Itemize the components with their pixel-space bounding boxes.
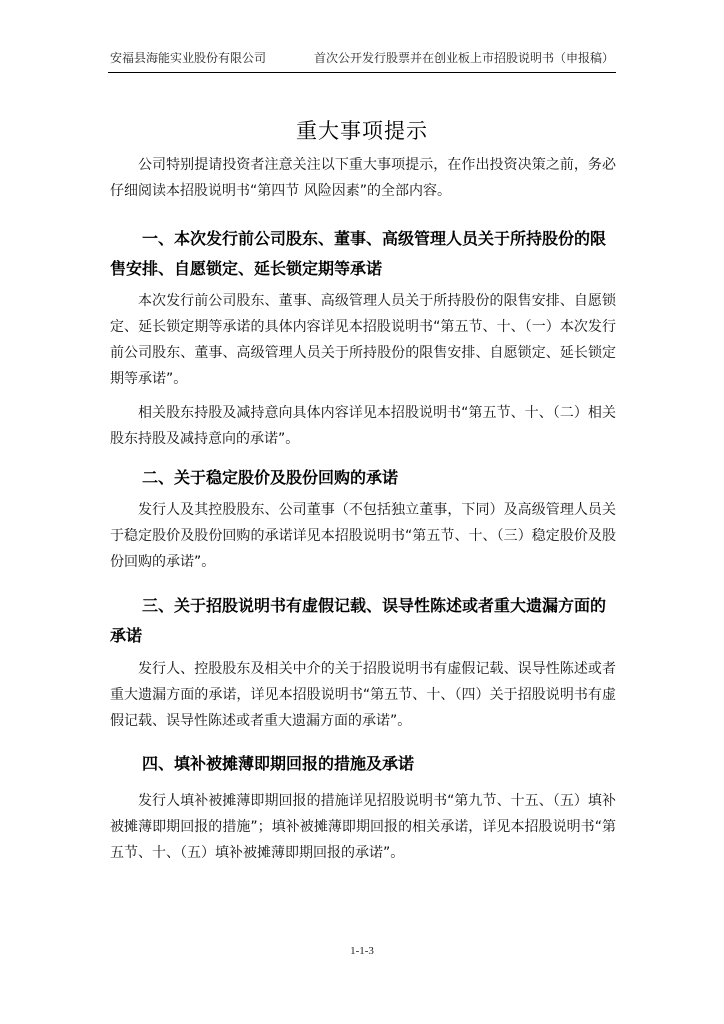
section-1-heading: 一、本次发行前公司股东、董事、高级管理人员关于所持股份的限售安排、自愿锁定、延长锁定期等承诺 — [110, 229, 607, 278]
section-4-paragraph-1: 发行人填补被摊薄即期回报的措施详见招股说明书“第九节、十五、（五）填补被摊薄即期回报的措施”；填补被摊薄即期回报的相关承诺，详见本招股说明书“第五节、十、（五）填补被摊薄即期回报的承诺”。 — [110, 793, 616, 861]
section-4-heading: 四、填补被摊薄即期回报的措施及承诺 — [142, 754, 415, 773]
section-1-paragraph-2: 相关股东持股及减持意向具体内容详见本招股说明书“第五节、十、（二）相关股东持股及减持意向的承诺”。 — [110, 405, 616, 447]
header-document-title: 首次公开发行股票并在创业板上市招股说明书（申报稿） — [313, 51, 614, 65]
section-1-paragraph-1: 本次发行前公司股东、董事、高级管理人员关于所持股份的限售安排、自愿锁定、延长锁定期等承诺的具体内容详见本招股说明书“第五节、十、（一）本次发行前公司股东、董事、高级管理人员关于所持股份的限售安排、自愿锁定、延长锁定期等承诺”。 — [110, 293, 616, 387]
page-title: 重大事项提示 — [296, 119, 428, 143]
header-company-name: 安福县海能实业股份有限公司 — [110, 51, 267, 65]
intro-paragraph: 公司特别提请投资者注意关注以下重大事项提示，在作出投资决策之前，务必仔细阅读本招股说明书“第四节 风险因素”的全部内容。 — [110, 157, 616, 199]
header-divider — [108, 72, 616, 73]
section-2-paragraph-1: 发行人及其控股股东、公司董事（不包括独立董事，下同）及高级管理人员关于稳定股价及股份回购的承诺详见本招股说明书“第五节、十、（三）稳定股价及股份回购的承诺”。 — [110, 502, 616, 570]
section-3-paragraph-1: 发行人、控股股东及相关中介的关于招股说明书有虚假记载、误导性陈述或者重大遗漏方面的承诺，详见本招股说明书“第五节、十、（四）关于招股说明书有虚假记载、误导性陈述或者重大遗漏方面的承诺”。 — [110, 661, 616, 729]
section-2-heading: 二、关于稳定股价及股份回购的承诺 — [142, 468, 399, 487]
section-3-heading: 三、关于招股说明书有虚假记载、误导性陈述或者重大遗漏方面的承诺 — [110, 596, 607, 645]
page-number: 1-1-3 — [350, 945, 374, 957]
